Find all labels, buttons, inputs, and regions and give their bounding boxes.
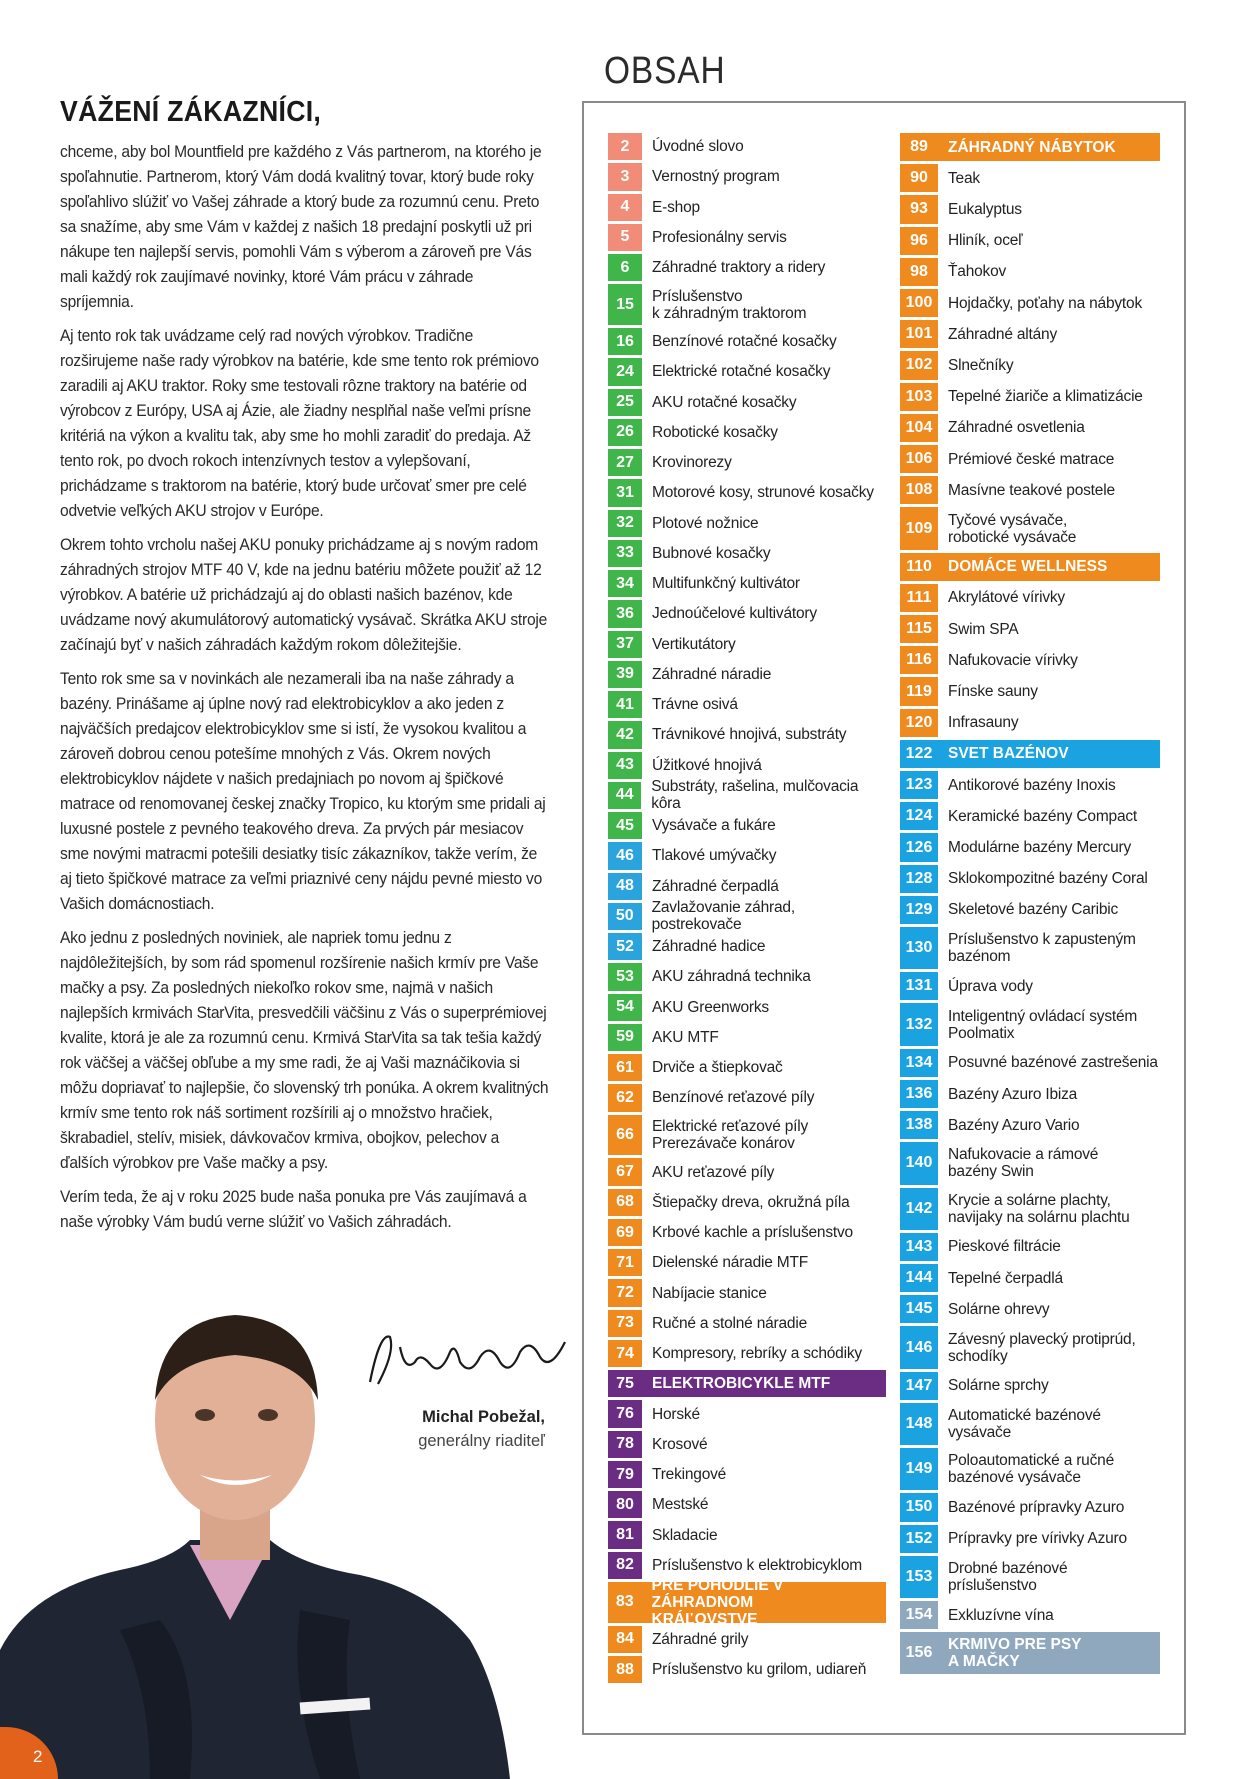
toc-label: PRE POHODLIE V ZÁHRADNOM KRÁĽOVSTVE xyxy=(651,1576,784,1628)
toc-page-number: 45 xyxy=(608,812,642,839)
toc-entry xyxy=(900,227,1160,255)
toc-title: OBSAH xyxy=(604,50,726,92)
toc-page-number: 136 xyxy=(900,1080,938,1108)
toc-entry xyxy=(900,164,1160,192)
toc-page-number: 32 xyxy=(608,510,642,537)
toc-entry xyxy=(900,972,1160,1000)
toc-label: Jednoúčelové kultivátory xyxy=(652,605,817,623)
toc-entry xyxy=(608,510,886,537)
toc-page-number: 138 xyxy=(900,1111,938,1139)
toc-page-number: 61 xyxy=(608,1054,642,1081)
toc-entry xyxy=(900,1111,1160,1139)
toc-label: Záhradné traktory a ridery xyxy=(652,259,826,277)
toc-page-number: 90 xyxy=(900,164,938,192)
toc-entry xyxy=(900,320,1160,348)
toc-page-number: 102 xyxy=(900,351,938,379)
toc-entry xyxy=(900,802,1160,830)
toc-page-number: 3 xyxy=(608,163,642,190)
toc-page-number: 5 xyxy=(608,224,642,251)
toc-label: Keramické bazény Compact xyxy=(948,807,1138,825)
toc-entry xyxy=(608,1626,886,1653)
toc-page-number: 80 xyxy=(608,1491,642,1518)
toc-label: Záhradné čerpadlá xyxy=(652,877,779,895)
toc-entry xyxy=(608,254,886,281)
toc-page-number: 42 xyxy=(608,721,642,748)
toc-label: Sklokompozitné bazény Coral xyxy=(948,870,1148,888)
toc-label: SVET BAZÉNOV xyxy=(948,745,1069,763)
toc-entry xyxy=(900,289,1160,317)
toc-entry xyxy=(608,479,886,506)
toc-page-number: 78 xyxy=(608,1431,642,1458)
toc-page-number: 115 xyxy=(900,615,938,643)
toc-page-number: 59 xyxy=(608,1024,642,1051)
toc-page-number: 88 xyxy=(608,1656,642,1683)
toc-page-number: 46 xyxy=(608,842,642,869)
toc-label: Mestské xyxy=(652,1496,709,1514)
toc-page-number: 111 xyxy=(900,584,938,612)
toc-page-number: 143 xyxy=(900,1233,938,1261)
toc-entry xyxy=(900,351,1160,379)
toc-page-number: 109 xyxy=(900,507,938,549)
toc-entry xyxy=(608,1491,886,1518)
toc-label: Modulárne bazény Mercury xyxy=(948,839,1132,857)
toc-entry xyxy=(900,1326,1160,1368)
toc-entry xyxy=(608,449,886,476)
toc-entry xyxy=(608,389,886,416)
signature-graphic xyxy=(360,1322,570,1402)
toc-entry xyxy=(900,677,1160,705)
toc-entry xyxy=(608,933,886,960)
toc-entry xyxy=(608,842,886,869)
toc-label: Poloautomatické a ručné bazénové vysávače xyxy=(948,1452,1114,1487)
toc-entry xyxy=(900,1142,1160,1184)
toc-entry xyxy=(608,661,886,688)
toc-page-number: 129 xyxy=(900,896,938,924)
toc-label: Inteligentný ovládací systém Poolmatix xyxy=(948,1007,1138,1042)
toc-entry xyxy=(608,1249,886,1276)
toc-page-number: 74 xyxy=(608,1340,642,1367)
toc-entry xyxy=(608,540,886,567)
toc-label: Krosové xyxy=(652,1435,708,1453)
toc-page-number: 152 xyxy=(900,1525,938,1553)
toc-entry xyxy=(900,507,1160,549)
toc-entry xyxy=(608,284,886,325)
toc-entry xyxy=(608,994,886,1021)
toc-label: Trávne osivá xyxy=(652,696,738,714)
toc-entry xyxy=(900,584,1160,612)
toc-entry xyxy=(900,1403,1160,1445)
toc-label: Vernostný program xyxy=(652,168,780,186)
toc-page-number: 83 xyxy=(608,1582,642,1623)
toc-section-heading xyxy=(900,740,1160,768)
letter-paragraph: chceme, aby bol Mountfield pre každého z Vás partnerom, na ktorého je spoľahnutie. Partnerom, ktorý Vám dodá kvalitný tovar, ktorý bude roky spoľahlivo slúžiť vo Vašej záhrade a ktorý bude za rozumnú cenu. Preto sa snažíme, aby sme Vám v každej z našich 18 predajní poskytli už pri nákupe ten najlepší servis, pomohli Vám s výberom a zároveň pre Vás mali každý rok zaujímavé novinky, ktoré Vám prácu v záhrade spríjemnia. xyxy=(60,142,542,311)
toc-label: Bubnové kosačky xyxy=(652,544,771,562)
toc-label: Elektrické rotačné kosačky xyxy=(652,363,831,381)
toc-label: Posuvné bazénové zastrešenia xyxy=(948,1054,1158,1072)
toc-page-number: 145 xyxy=(900,1295,938,1323)
toc-label: AKU MTF xyxy=(652,1028,719,1046)
toc-page-number: 54 xyxy=(608,994,642,1021)
toc-label: Automatické bazénové vysávače xyxy=(948,1406,1101,1441)
toc-entry xyxy=(608,1054,886,1081)
toc-entry xyxy=(900,833,1160,861)
toc-label: Bazénové prípravky Azuro xyxy=(948,1498,1125,1516)
toc-page-number: 73 xyxy=(608,1310,642,1337)
toc-label: ELEKTROBICYKLE MTF xyxy=(652,1375,831,1393)
toc-entry xyxy=(608,1219,886,1246)
toc-page-number: 142 xyxy=(900,1188,938,1230)
signature-name: Michal Pobežal, xyxy=(422,1408,545,1426)
toc-entry xyxy=(608,691,886,718)
toc-entry xyxy=(900,646,1160,674)
toc-page-number: 154 xyxy=(900,1601,938,1629)
toc-label: DOMÁCE WELLNESS xyxy=(948,558,1108,576)
toc-page-number: 31 xyxy=(608,479,642,506)
toc-page-number: 131 xyxy=(900,972,938,1000)
toc-label: AKU záhradná technika xyxy=(652,968,811,986)
toc-entry xyxy=(900,771,1160,799)
toc-label: Hliník, oceľ xyxy=(948,232,1023,250)
toc-page-number: 48 xyxy=(608,873,642,900)
toc-label: Záhradné osvetlenia xyxy=(948,419,1085,437)
toc-label: AKU rotačné kosačky xyxy=(652,393,797,411)
toc-page-number: 4 xyxy=(608,194,642,221)
toc-label: Infrasauny xyxy=(948,714,1019,732)
toc-page-number: 24 xyxy=(608,358,642,385)
page-number: 2 xyxy=(33,1747,43,1766)
greeting-heading: VÁŽENÍ ZÁKAZNÍCI, xyxy=(60,96,322,128)
toc-label: Eukalyptus xyxy=(948,200,1022,218)
toc-page-number: 2 xyxy=(608,133,642,160)
toc-page-number: 100 xyxy=(900,289,938,317)
toc-label: Tyčové vysávače, robotické vysávače xyxy=(948,511,1077,546)
toc-entry xyxy=(608,328,886,355)
toc-page-number: 148 xyxy=(900,1403,938,1445)
toc-entry xyxy=(900,896,1160,924)
toc-entry xyxy=(608,358,886,385)
toc-entry xyxy=(608,752,886,779)
toc-label: Horské xyxy=(652,1405,700,1423)
toc-entry xyxy=(900,1372,1160,1400)
toc-page-number: 36 xyxy=(608,600,642,627)
toc-page-number: 156 xyxy=(900,1632,938,1674)
toc-label: Robotické kosačky xyxy=(652,423,778,441)
toc-label: Hojdačky, poťahy na nábytok xyxy=(948,294,1142,312)
toc-label: Akrylátové vírivky xyxy=(948,589,1065,607)
toc-label: Benzínové rotačné kosačky xyxy=(652,333,837,351)
toc-page-number: 69 xyxy=(608,1219,642,1246)
toc-entry xyxy=(608,1431,886,1458)
toc-label: Krycie a solárne plachty, navijaky na solárnu plachtu xyxy=(948,1191,1130,1226)
toc-label: Štiepačky dreva, okružná píla xyxy=(652,1193,850,1211)
toc-label: Tepelné čerpadlá xyxy=(948,1269,1063,1287)
toc-page-number: 84 xyxy=(608,1626,642,1653)
toc-label: Teak xyxy=(948,169,980,187)
toc-page-number: 144 xyxy=(900,1264,938,1292)
toc-entry xyxy=(900,865,1160,893)
toc-label: Slnečníky xyxy=(948,356,1014,374)
toc-label: Profesionálny servis xyxy=(652,228,787,246)
letter-paragraph: Verím teda, že aj v roku 2025 bude naša ponuka pre Vás zaujímavá a naše výrobky Vám budú verne slúžiť vo Vašich záhradách. xyxy=(60,1187,527,1231)
toc-entry xyxy=(900,414,1160,442)
toc-entry xyxy=(900,476,1160,504)
toc-page-number: 67 xyxy=(608,1158,642,1185)
toc-entry xyxy=(608,1084,886,1111)
toc-entry xyxy=(608,963,886,990)
toc-page-number: 132 xyxy=(900,1003,938,1045)
toc-entry xyxy=(608,873,886,900)
toc-label: Solárne sprchy xyxy=(948,1377,1049,1395)
toc-entry xyxy=(900,1264,1160,1292)
toc-label: Benzínové reťazové píly xyxy=(652,1089,815,1107)
letter-paragraph: Ako jednu z posledných noviniek, ale napriek tomu jednu z najdôležitejších, by som rád spomenul rozšírenie našich krmív pre Vaše mačky a psy. Za posledných niekoľko rokov sme, najmä v našich najlepších krmivách StarVita, presvedčili väčšinu z Vás o superprémiovej kvalite, ktorá je ale za rozumnú cenu. Krmivá StarVita sa tak tešia každý rok väčšej a väčšej obľube a my sme radi, že aj Vaši maznáčikovia si môžu dopriavať to najlepšie, čo slovenský trh ponúka. A okrem kvalitných krmív sme tento rok náš sortiment rozšírili aj o množstvo hračiek, škrabadiel, stelív, misiek, dávkovačov krmiva, obojkov, pelechov a ďalších výrobkov pre Vaše mačky a psy. xyxy=(60,928,549,1172)
toc-page-number: 126 xyxy=(900,833,938,861)
toc-label: ZÁHRADNÝ NÁBYTOK xyxy=(948,138,1116,156)
toc-label: Nabíjacie stanice xyxy=(652,1284,767,1302)
toc-page-number: 39 xyxy=(608,661,642,688)
toc-label: Tlakové umývačky xyxy=(652,847,777,865)
toc-page-number: 25 xyxy=(608,389,642,416)
toc-entry xyxy=(900,445,1160,473)
toc-label: Elektrické reťazové píly Prerezávače konárov xyxy=(652,1118,809,1153)
toc-page-number: 43 xyxy=(608,752,642,779)
toc-entry xyxy=(900,1233,1160,1261)
toc-page-number: 149 xyxy=(900,1448,938,1490)
toc-entry xyxy=(608,1400,886,1427)
toc-entry xyxy=(900,258,1160,286)
toc-entry xyxy=(900,1295,1160,1323)
toc-label: KRMIVO PRE PSY A MAČKY xyxy=(948,1636,1082,1671)
toc-page-number: 134 xyxy=(900,1049,938,1077)
toc-entry xyxy=(608,1461,886,1488)
toc-label: AKU Greenworks xyxy=(652,998,769,1016)
toc-entry xyxy=(900,709,1160,737)
toc-entry xyxy=(608,600,886,627)
toc-label: Multifunkčný kultivátor xyxy=(652,575,800,593)
toc-label: Masívne teakové postele xyxy=(948,481,1115,499)
toc-entry xyxy=(608,631,886,658)
editorial-letter xyxy=(60,96,550,1243)
toc-label: Exkluzívne vína xyxy=(948,1606,1054,1624)
toc-page-number: 62 xyxy=(608,1084,642,1111)
toc-label: Skladacie xyxy=(652,1526,718,1544)
toc-label: Plotové nožnice xyxy=(652,514,759,532)
letter-paragraph: Okrem tohto vrcholu našej AKU ponuky prichádzame aj s novým radom záhradných strojov MTF 40 V, kde na jednu batériu môžete použiť až 12 výrobkov. A batérie už prichádzajú aj do oblasti našich bazénov, kde uvádzame nový akumulátorový automatický vysávač. Skrátka AKU stroje začínajú byť v našich záhradách každým rokom dôležitejšie. xyxy=(60,535,548,654)
toc-entry xyxy=(608,812,886,839)
letter-paragraph: Tento rok sme sa v novinkách ale nezamerali iba na naše záhrady a bazény. Prinášame aj úplne nový rad elektrobicyklov a ako jeden z najväčších predajcov elektrobicyklov sme si istí, že vysokou kvalitou a zároveň dobrou cenou potešíme mnohých z Vás. Okrem nových elektrobicyklov nájdete v našich predajniach po novom aj špičkové matrace od renomovanej českej značky Tropico, ku ktorým sme pridali aj luxusné postele z pevného teakového dreva. Za prvých pár mesiacov sme novými matracmi potešili desiatky tisíc zákazníkov, takže verím, že aj tieto špičkové matrace za veľmi priaznivé ceny nájdu pevné miesto vo Vašich domácnostiach. xyxy=(60,669,546,913)
toc-entry xyxy=(608,1024,886,1051)
toc-label: Úprava vody xyxy=(948,977,1033,995)
toc-label: Zavlažovanie záhrad, postrekovače xyxy=(651,899,795,934)
toc-page-number: 124 xyxy=(900,802,938,830)
toc-label: Záhradné grily xyxy=(652,1630,749,1648)
toc-label: Príslušenstvo k zapusteným bazénom xyxy=(948,931,1136,966)
toc-entry xyxy=(608,1310,886,1337)
toc-page-number: 79 xyxy=(608,1461,642,1488)
toc-entry xyxy=(608,570,886,597)
toc-entry xyxy=(900,1493,1160,1521)
toc-entry xyxy=(900,1003,1160,1045)
toc-entry xyxy=(900,1556,1160,1598)
toc-page-number: 119 xyxy=(900,677,938,705)
toc-page-number: 6 xyxy=(608,254,642,281)
toc-entry xyxy=(608,778,886,813)
toc-page-number: 33 xyxy=(608,540,642,567)
toc-page-number: 150 xyxy=(900,1493,938,1521)
toc-entry xyxy=(608,1552,886,1579)
toc-label: Prípravky pre vírivky Azuro xyxy=(948,1530,1127,1548)
toc-label: Vysávače a fukáre xyxy=(652,817,776,835)
toc-label: Príslušenstvo ku grilom, udiareň xyxy=(652,1661,867,1679)
toc-label: Trekingové xyxy=(652,1466,727,1484)
toc-page-number: 75 xyxy=(608,1370,642,1397)
toc-page-number: 122 xyxy=(900,740,938,768)
toc-page-number: 41 xyxy=(608,691,642,718)
toc-entry xyxy=(608,194,886,221)
toc-label: Úvodné slovo xyxy=(652,138,744,156)
toc-label: Príslušenstvo k elektrobicyklom xyxy=(652,1556,863,1574)
toc-page-number: 108 xyxy=(900,476,938,504)
toc-label: Dielenské náradie MTF xyxy=(652,1254,809,1272)
toc-label: Krbové kachle a príslušenstvo xyxy=(652,1224,853,1242)
letter-paragraph: Aj tento rok tak uvádzame celý rad nových výrobkov. Tradične rozširujeme naše rady výrobkov na batérie, kde sme tento rok prémiovo zaradili aj AKU traktor. Roky sme testovali rôzne traktory na batérie od výrobcov z Európy, USA aj Ázie, ale žiadny nesplňal naše veľmi prísne kritériá na výkon a kvalitu tak, aby sme ho mohli zaradiť do predaja. Až tento rok, po dvoch rokoch intenzívnych testov a vylepšovaní, prichádzame s traktorom na batérie, ktorý bude určovať smer pre celé odvetvie veľkých AKU strojov v Európe. xyxy=(60,326,539,520)
toc-label: Záhradné altány xyxy=(948,325,1058,343)
toc-page-number: 147 xyxy=(900,1372,938,1400)
toc-page-number: 110 xyxy=(900,553,938,581)
toc-page-number: 153 xyxy=(900,1556,938,1598)
toc-page-number: 101 xyxy=(900,320,938,348)
toc-page-number: 26 xyxy=(608,419,642,446)
toc-page-number: 76 xyxy=(608,1400,642,1427)
toc-page-number: 27 xyxy=(608,449,642,476)
toc-page-number: 72 xyxy=(608,1279,642,1306)
toc-page-number: 128 xyxy=(900,865,938,893)
toc-page-number: 120 xyxy=(900,709,938,737)
toc-label: Drobné bazénové príslušenstvo xyxy=(948,1559,1068,1594)
toc-page-number: 106 xyxy=(900,445,938,473)
toc-page-number: 44 xyxy=(608,782,641,809)
toc-entry xyxy=(900,1448,1160,1490)
toc-entry xyxy=(608,1158,886,1185)
toc-entry xyxy=(900,1601,1160,1629)
toc-entry xyxy=(608,1115,886,1156)
toc-page-number: 116 xyxy=(900,646,938,674)
toc-entry xyxy=(900,1188,1160,1230)
toc-entry xyxy=(900,1080,1160,1108)
toc-page-number: 146 xyxy=(900,1326,938,1368)
toc-label: Fínske sauny xyxy=(948,683,1038,701)
toc-label: Krovinorezy xyxy=(652,454,732,472)
toc-label: Swim SPA xyxy=(948,620,1019,638)
toc-entry xyxy=(608,1189,886,1216)
toc-page-number: 81 xyxy=(608,1521,642,1548)
toc-label: Prémiové české matrace xyxy=(948,450,1115,468)
toc-page-number: 66 xyxy=(608,1115,642,1156)
toc-label: Drviče a štiepkovač xyxy=(652,1059,783,1077)
toc-label: Záhradné náradie xyxy=(652,665,772,683)
toc-section-heading xyxy=(900,1632,1160,1674)
toc-entry xyxy=(900,1525,1160,1553)
toc-label: Skeletové bazény Caribic xyxy=(948,901,1119,919)
toc-entry xyxy=(608,899,886,934)
toc-label: Bazény Azuro Vario xyxy=(948,1116,1080,1134)
toc-entry xyxy=(900,1049,1160,1077)
toc-label: Trávnikové hnojivá, substráty xyxy=(652,726,847,744)
toc-label: Solárne ohrevy xyxy=(948,1300,1050,1318)
toc-section-heading xyxy=(900,133,1160,161)
toc-label: Substráty, rašelina, mulčovacia kôra xyxy=(651,778,859,813)
toc-entry xyxy=(900,927,1160,969)
toc-label: Nafukovacie a rámové bazény Swin xyxy=(948,1146,1099,1181)
toc-label: Ťahokov xyxy=(948,263,1007,281)
toc-entry xyxy=(608,1656,886,1683)
toc-label: Pieskové filtrácie xyxy=(948,1238,1061,1256)
toc-label: Úžitkové hnojivá xyxy=(652,756,762,774)
toc-page-number: 103 xyxy=(900,383,938,411)
toc-entry xyxy=(608,1340,886,1367)
toc-page-number: 93 xyxy=(900,195,938,223)
toc-entry xyxy=(608,163,886,190)
toc-page-number: 71 xyxy=(608,1249,642,1276)
toc-label: Závesný plavecký protiprúd, schodíky xyxy=(948,1330,1136,1365)
toc-entry xyxy=(900,195,1160,223)
toc-entry xyxy=(608,1521,886,1548)
toc-section-heading xyxy=(900,553,1160,581)
toc-entry xyxy=(900,615,1160,643)
toc-label: E-shop xyxy=(652,198,700,216)
toc-page-number: 68 xyxy=(608,1189,642,1216)
toc-label: Záhradné hadice xyxy=(652,938,766,956)
toc-label: Príslušenstvo k záhradným traktorom xyxy=(652,287,807,322)
toc-label: Bazény Azuro Ibiza xyxy=(948,1085,1078,1103)
toc-entry xyxy=(608,133,886,160)
toc-page-number: 104 xyxy=(900,414,938,442)
signature-role: generálny riaditeľ xyxy=(418,1432,545,1450)
toc-page-number: 123 xyxy=(900,771,938,799)
toc-page-number: 130 xyxy=(900,927,938,969)
toc-label: Vertikutátory xyxy=(652,635,736,653)
toc-page-number: 53 xyxy=(608,963,642,990)
toc-label: Kompresory, rebríky a schódiky xyxy=(652,1345,862,1363)
toc-entry xyxy=(608,419,886,446)
toc-section-heading xyxy=(608,1576,886,1628)
toc-label: Antikorové bazény Inoxis xyxy=(948,776,1116,794)
toc-page-number: 98 xyxy=(900,258,938,286)
toc-label: Motorové kosy, strunové kosačky xyxy=(652,484,874,502)
toc-label: Ručné a stolné náradie xyxy=(652,1314,808,1332)
toc-entry xyxy=(608,721,886,748)
toc-entry xyxy=(900,383,1160,411)
toc-label: AKU reťazové píly xyxy=(652,1163,775,1181)
toc-page-number: 15 xyxy=(608,284,642,325)
toc-page-number: 50 xyxy=(608,903,642,930)
toc-page-number: 140 xyxy=(900,1142,938,1184)
toc-page-number: 34 xyxy=(608,570,642,597)
toc-page-number: 16 xyxy=(608,328,642,355)
toc-page-number: 96 xyxy=(900,227,938,255)
toc-entry xyxy=(608,1279,886,1306)
toc-page-number: 52 xyxy=(608,933,642,960)
toc-section-heading xyxy=(608,1370,886,1397)
toc-page-number: 89 xyxy=(900,133,938,161)
toc-entry xyxy=(608,224,886,251)
toc-page-number: 82 xyxy=(608,1552,642,1579)
toc-label: Nafukovacie vírivky xyxy=(948,651,1078,669)
toc-label: Tepelné žiariče a klimatizácie xyxy=(948,388,1143,406)
toc-page-number: 37 xyxy=(608,631,642,658)
